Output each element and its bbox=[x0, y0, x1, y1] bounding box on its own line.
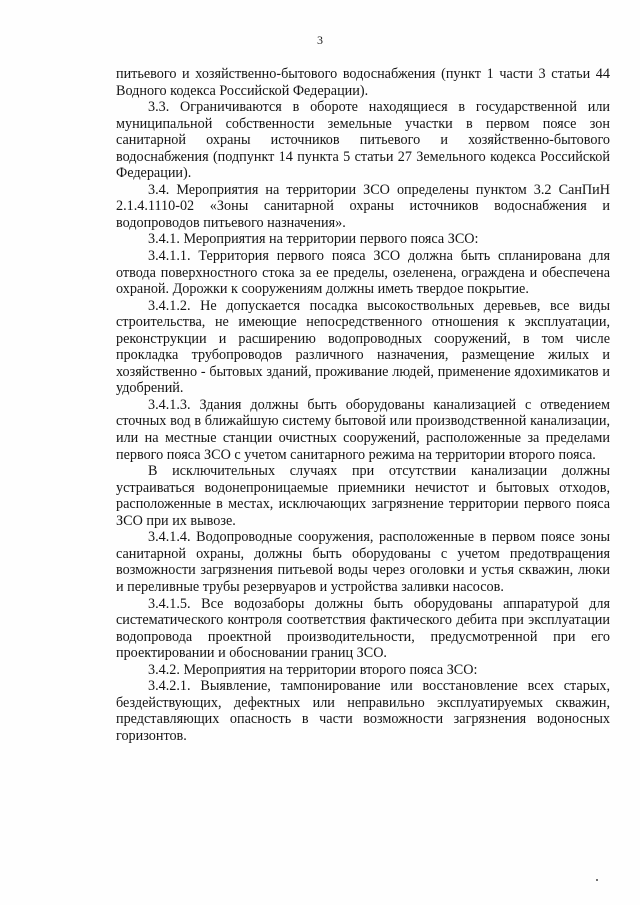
paragraph-3-4-1-3: 3.4.1.3. Здания должны быть оборудованы канализацией с отведением сточных вод в ближайшую систему бытовой или производственной канализации, или на местные станции очистных сооружений, расположенные за пределами первого пояса ЗСО с учетом санитарного режима на территории второго пояса. bbox=[116, 396, 610, 463]
paragraph-3-4-1-1: 3.4.1.1. Территория первого пояса ЗСО должна быть спланирована для отвода поверхностного стока за ее пределы, озеленена, ограждена и обеспечена охраной. Дорожки к сооружениям должны иметь твердое покрытие. bbox=[116, 248, 610, 298]
paragraph-3-3: 3.3. Ограничиваются в обороте находящиеся в государственной или муниципальной собственности земельные участки в первом поясе зон санитарной охраны источников питьевого и хозяйственно-бытового водоснабжения (подпункт 14 пункта 5 статьи 27 Земельного кодекса Российской Федерации). bbox=[116, 99, 610, 182]
paragraph-3-4: 3.4. Мероприятия на территории ЗСО определены пунктом 3.2 СанПиН 2.1.4.1110-02 «Зоны санитарной охраны источников водоснабжения и водопроводов питьевого назначения». bbox=[116, 181, 610, 231]
page-number: 3 bbox=[317, 33, 323, 47]
paragraph-3-4-1-5: 3.4.1.5. Все водозаборы должны быть оборудованы аппаратурой для систематического контроля соответствия фактического дебита при эксплуатации водопровода проектной производительности, предусмотренной при его проектировании и обосновании границ ЗСО. bbox=[116, 595, 610, 662]
paragraph-3-4-1: 3.4.1. Мероприятия на территории первого пояса ЗСО: bbox=[148, 231, 479, 248]
paragraph-3-4-2: 3.4.2. Мероприятия на территории второго пояса ЗСО: bbox=[148, 661, 478, 678]
paragraph-exceptional-cases: В исключительных случаях при отсутствии канализации должны устраиваться водонепроницаемые приемники нечистот и бытовых отходов, расположенные в местах, исключающих загрязнение территории первого пояса ЗСО при их вывозе. bbox=[116, 463, 610, 529]
paragraph-3-4-1-4: 3.4.1.4. Водопроводные сооружения, расположенные в первом поясе зоны санитарной охраны, должны быть оборудованы с учетом предотвращения возможности загрязнения питьевой воды через оголовки и устья скважин, люки и переливные трубы резервуаров и устройства заливки насосов. bbox=[116, 529, 610, 595]
document-body bbox=[116, 66, 610, 744]
paragraph-continuation: питьевого и хозяйственно-бытового водоснабжения (пункт 1 части 3 статьи 44 Водного кодекса Российской Федерации). bbox=[116, 66, 610, 99]
paragraph-3-4-2-1: 3.4.2.1. Выявление, тампонирование или восстановление всех старых, бездействующих, дефектных или неправильно эксплуатируемых скважин, представляющих опасность в части возможности загрязнения водоносных горизонтов. bbox=[116, 678, 610, 744]
scan-speck bbox=[596, 879, 598, 881]
paragraph-3-4-1-2: 3.4.1.2. Не допускается посадка высокоствольных деревьев, все виды строительства, не имеющие непосредственного отношения к эксплуатации, реконструкции и расширению водопроводных сооружений, в том числе прокладка трубопроводов различного назначения, размещение жилых и хозяйственно - бытовых зданий, проживание людей, применение ядохимикатов и удобрений. bbox=[116, 297, 610, 397]
